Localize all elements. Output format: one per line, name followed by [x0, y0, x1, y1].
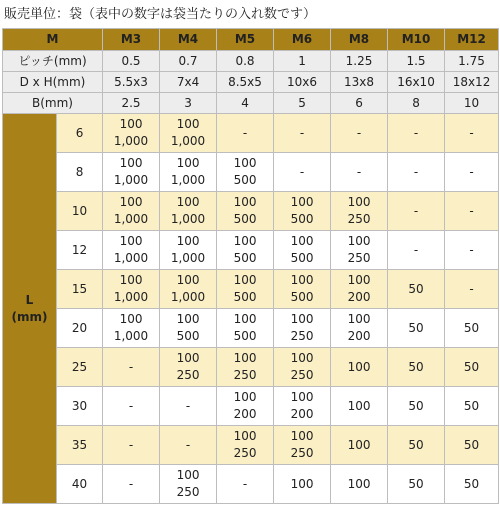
spec-value: 5.5x3: [103, 72, 160, 93]
quantity-cell: [388, 192, 445, 231]
size-header-m3: M3: [103, 29, 160, 51]
quantity-cell: [274, 348, 331, 387]
quantity-value: -: [128, 437, 134, 452]
quantity-value: -: [413, 203, 419, 218]
quantity-value: 50: [463, 437, 480, 452]
spec-value: 8.5x5: [217, 72, 274, 93]
quantity-cell: [103, 114, 160, 153]
quantity-value: -: [242, 125, 248, 140]
quantity-cell: [388, 309, 445, 348]
quantity-cell: [331, 153, 388, 192]
quantity-cell: [160, 231, 217, 270]
quantity-value: 1,000: [113, 329, 149, 343]
quantity-value: 200: [347, 290, 371, 304]
quantity-cell: [160, 387, 217, 426]
spec-value: 0.8: [217, 51, 274, 72]
quantity-value: 100: [119, 273, 143, 287]
quantity-value: 100: [119, 156, 143, 170]
quantity-value: 50: [463, 476, 480, 491]
quantity-value: 1,000: [113, 134, 149, 148]
quantity-cell: [388, 426, 445, 465]
spec-value: 3: [160, 93, 217, 114]
quantity-value: -: [356, 164, 362, 179]
quantity-cell: [274, 231, 331, 270]
quantity-value: 500: [233, 290, 257, 304]
quantity-cell: [331, 387, 388, 426]
quantity-cell: [217, 348, 274, 387]
quantity-cell: [445, 309, 499, 348]
quantity-value: -: [413, 164, 419, 179]
quantity-cell: [103, 153, 160, 192]
spec-value: 10x6: [274, 72, 331, 93]
quantity-value: 50: [408, 398, 424, 413]
quantity-cell: [217, 426, 274, 465]
size-header-m4: M4: [160, 29, 217, 51]
quantity-value: -: [299, 164, 305, 179]
quantity-value: 250: [233, 368, 257, 382]
quantity-value: -: [356, 125, 362, 140]
quantity-cell: [331, 309, 388, 348]
quantity-value: 100: [233, 195, 257, 209]
quantity-value: 500: [290, 290, 314, 304]
quantity-cell: [217, 309, 274, 348]
quantity-value: 50: [463, 359, 480, 374]
quantity-cell: [217, 270, 274, 309]
quantity-value: 50: [463, 320, 480, 335]
length-value: 25: [57, 348, 103, 387]
quantity-value: -: [242, 476, 248, 491]
quantity-cell: [274, 270, 331, 309]
quantity-cell: [103, 348, 160, 387]
quantity-cell: [388, 231, 445, 270]
quantity-value: 100: [290, 390, 314, 404]
sales-unit-caption: 販売単位：袋（表中の数字は袋当たりの入れ数です）: [4, 7, 317, 22]
quantity-value: -: [128, 476, 134, 491]
quantity-cell: [445, 114, 499, 153]
quantity-value: -: [469, 281, 474, 296]
quantity-cell: [217, 114, 274, 153]
quantity-value: 500: [290, 251, 314, 265]
quantity-cell: [445, 153, 499, 192]
quantity-value: 250: [347, 212, 371, 226]
table-body: [3, 29, 499, 504]
quantity-value: -: [469, 203, 474, 218]
spec-row: [3, 51, 499, 72]
size-header-m8: M8: [331, 29, 388, 51]
quantity-cell: [217, 387, 274, 426]
quantity-value: 50: [408, 281, 424, 296]
m-header: M: [3, 29, 103, 51]
quantity-value: 500: [233, 329, 257, 343]
quantity-cell: [217, 192, 274, 231]
spec-value: 10: [445, 93, 499, 114]
quantity-cell: [103, 231, 160, 270]
quantity-value: 250: [290, 446, 314, 460]
quantity-value: -: [469, 242, 474, 257]
quantity-cell: [160, 153, 217, 192]
length-value: 6: [57, 114, 103, 153]
spec-value: 16x10: [388, 72, 445, 93]
quantity-value: 100: [233, 273, 257, 287]
quantity-value: -: [469, 125, 474, 140]
quantity-cell: [103, 309, 160, 348]
quantity-value: 50: [408, 320, 424, 335]
quantity-cell: [445, 387, 499, 426]
quantity-cell: [445, 192, 499, 231]
quantity-cell: [160, 192, 217, 231]
length-value: 20: [57, 309, 103, 348]
quantity-cell: [388, 114, 445, 153]
size-header-m12: M12: [445, 29, 499, 51]
quantity-value: 1,000: [170, 251, 206, 265]
quantity-cell: [274, 114, 331, 153]
quantity-value: -: [469, 164, 474, 179]
quantity-value: 100: [290, 312, 314, 326]
quantity-cell: [160, 348, 217, 387]
table-row: [3, 465, 499, 504]
length-value: 40: [57, 465, 103, 504]
quantity-value: 200: [233, 407, 257, 421]
table-row: [3, 192, 499, 231]
quantity-value: 250: [176, 368, 200, 382]
spec-row: [3, 93, 499, 114]
quantity-value: 500: [233, 173, 257, 187]
spec-value: 1.5: [388, 51, 445, 72]
quantity-cell: [160, 426, 217, 465]
quantity-value: 1,000: [170, 290, 206, 304]
quantity-value: 100: [119, 234, 143, 248]
quantity-value: 500: [290, 212, 314, 226]
length-value: 12: [57, 231, 103, 270]
quantity-value: -: [185, 437, 191, 452]
spec-row-label: ピッチ(mm): [3, 51, 103, 72]
quantity-cell: [160, 309, 217, 348]
quantity-value: 200: [347, 329, 371, 343]
quantity-value: 100: [233, 351, 257, 365]
quantity-cell: [103, 192, 160, 231]
length-value: 10: [57, 192, 103, 231]
quantity-cell: [388, 387, 445, 426]
quantity-value: 1,000: [113, 290, 149, 304]
size-header-row: [3, 29, 499, 51]
quantity-cell: [388, 270, 445, 309]
quantity-cell: [103, 387, 160, 426]
quantity-cell: [331, 426, 388, 465]
quantity-value: 100: [119, 117, 143, 131]
table-row: [3, 231, 499, 270]
quantity-value: 100: [233, 429, 257, 443]
quantity-value: -: [128, 359, 134, 374]
quantity-value: 500: [176, 329, 200, 343]
quantity-cell: [217, 153, 274, 192]
quantity-value: 100: [347, 437, 371, 452]
quantity-cell: [331, 270, 388, 309]
spec-value: 6: [331, 93, 388, 114]
quantity-value: 100: [347, 273, 371, 287]
spec-value: 8: [388, 93, 445, 114]
quantity-value: 250: [176, 485, 200, 499]
quantity-value: 100: [290, 234, 314, 248]
spec-value: 0.5: [103, 51, 160, 72]
quantity-cell: [388, 348, 445, 387]
table-row: [3, 270, 499, 309]
spec-value: 18x12: [445, 72, 499, 93]
quantity-value: 100: [176, 312, 200, 326]
quantity-cell: [274, 309, 331, 348]
quantity-value: 100: [347, 398, 371, 413]
length-value: 30: [57, 387, 103, 426]
quantity-value: 100: [233, 234, 257, 248]
quantity-value: 500: [233, 251, 257, 265]
quantity-cell: [217, 465, 274, 504]
quantity-value: 100: [347, 195, 371, 209]
table-row: [3, 153, 499, 192]
quantity-cell: [331, 348, 388, 387]
quantity-cell: [160, 270, 217, 309]
quantity-cell: [160, 465, 217, 504]
quantity-value: 100: [119, 195, 143, 209]
quantity-value: 50: [408, 359, 424, 374]
quantity-cell: [445, 426, 499, 465]
quantity-cell: [445, 231, 499, 270]
quantity-cell: [160, 114, 217, 153]
spec-value: 1.75: [445, 51, 499, 72]
quantity-value: 100: [176, 351, 200, 365]
size-header-m5: M5: [217, 29, 274, 51]
quantity-value: 250: [290, 368, 314, 382]
length-value: 35: [57, 426, 103, 465]
spec-row: [3, 72, 499, 93]
quantity-value: 1,000: [113, 251, 149, 265]
quantity-cell: [217, 231, 274, 270]
spec-value: 1: [274, 51, 331, 72]
quantity-value: 100: [290, 476, 314, 491]
quantity-cell: [274, 426, 331, 465]
quantity-value: 100: [347, 359, 371, 374]
quantity-cell: [445, 465, 499, 504]
quantity-value: 100: [176, 195, 200, 209]
quantity-value: 100: [290, 273, 314, 287]
spec-row-label: B(mm): [3, 93, 103, 114]
length-label-unit: (mm): [11, 309, 48, 324]
spec-value: 13x8: [331, 72, 388, 93]
quantity-value: 100: [176, 273, 200, 287]
quantity-value: 100: [347, 234, 371, 248]
quantity-value: 100: [290, 195, 314, 209]
size-header-m10: M10: [388, 29, 445, 51]
quantity-cell: [388, 465, 445, 504]
quantity-value: 50: [408, 437, 424, 452]
quantity-value: 100: [347, 476, 371, 491]
quantity-cell: [445, 348, 499, 387]
table-row: [3, 387, 499, 426]
quantity-value: 100: [290, 429, 314, 443]
quantity-value: -: [299, 125, 305, 140]
spec-value: 0.7: [160, 51, 217, 72]
quantity-value: 100: [347, 312, 371, 326]
table-row: [3, 309, 499, 348]
quantity-value: 100: [233, 390, 257, 404]
quantity-cell: [388, 153, 445, 192]
quantity-value: 100: [233, 312, 257, 326]
nut-spec-table: [2, 28, 499, 504]
table-row: [3, 426, 499, 465]
quantity-value: 1,000: [170, 212, 206, 226]
length-axis-label: [3, 114, 57, 504]
spec-value: 2.5: [103, 93, 160, 114]
quantity-cell: [331, 231, 388, 270]
quantity-value: 100: [176, 117, 200, 131]
quantity-value: 250: [290, 329, 314, 343]
quantity-value: 1,000: [170, 134, 206, 148]
quantity-cell: [331, 465, 388, 504]
table-row: [3, 114, 499, 153]
length-value: 15: [57, 270, 103, 309]
quantity-value: 100: [290, 351, 314, 365]
spec-value: 5: [274, 93, 331, 114]
quantity-value: 500: [233, 212, 257, 226]
quantity-value: 1,000: [170, 173, 206, 187]
quantity-cell: [274, 465, 331, 504]
quantity-cell: [331, 192, 388, 231]
quantity-value: 250: [233, 446, 257, 460]
quantity-cell: [274, 387, 331, 426]
quantity-value: 50: [408, 476, 424, 491]
quantity-value: 100: [176, 234, 200, 248]
quantity-value: -: [128, 398, 134, 413]
quantity-value: 100: [119, 312, 143, 326]
quantity-value: 250: [347, 251, 371, 265]
quantity-value: 200: [290, 407, 314, 421]
length-label-l: L: [25, 292, 34, 307]
quantity-value: -: [185, 398, 191, 413]
quantity-value: -: [413, 242, 419, 257]
quantity-cell: [103, 465, 160, 504]
quantity-value: 50: [463, 398, 480, 413]
quantity-value: -: [413, 125, 419, 140]
quantity-cell: [331, 114, 388, 153]
quantity-value: 1,000: [113, 212, 149, 226]
length-value: 8: [57, 153, 103, 192]
spec-value: 4: [217, 93, 274, 114]
spec-row-label: D x H(mm): [3, 72, 103, 93]
quantity-value: 100: [233, 156, 257, 170]
spec-value: 1.25: [331, 51, 388, 72]
quantity-cell: [103, 426, 160, 465]
quantity-cell: [103, 270, 160, 309]
spec-value: 7x4: [160, 72, 217, 93]
quantity-value: 1,000: [113, 173, 149, 187]
quantity-cell: [274, 192, 331, 231]
quantity-value: 100: [176, 468, 200, 482]
quantity-value: 100: [176, 156, 200, 170]
size-header-m6: M6: [274, 29, 331, 51]
quantity-cell: [445, 270, 499, 309]
table-row: [3, 348, 499, 387]
quantity-cell: [274, 153, 331, 192]
